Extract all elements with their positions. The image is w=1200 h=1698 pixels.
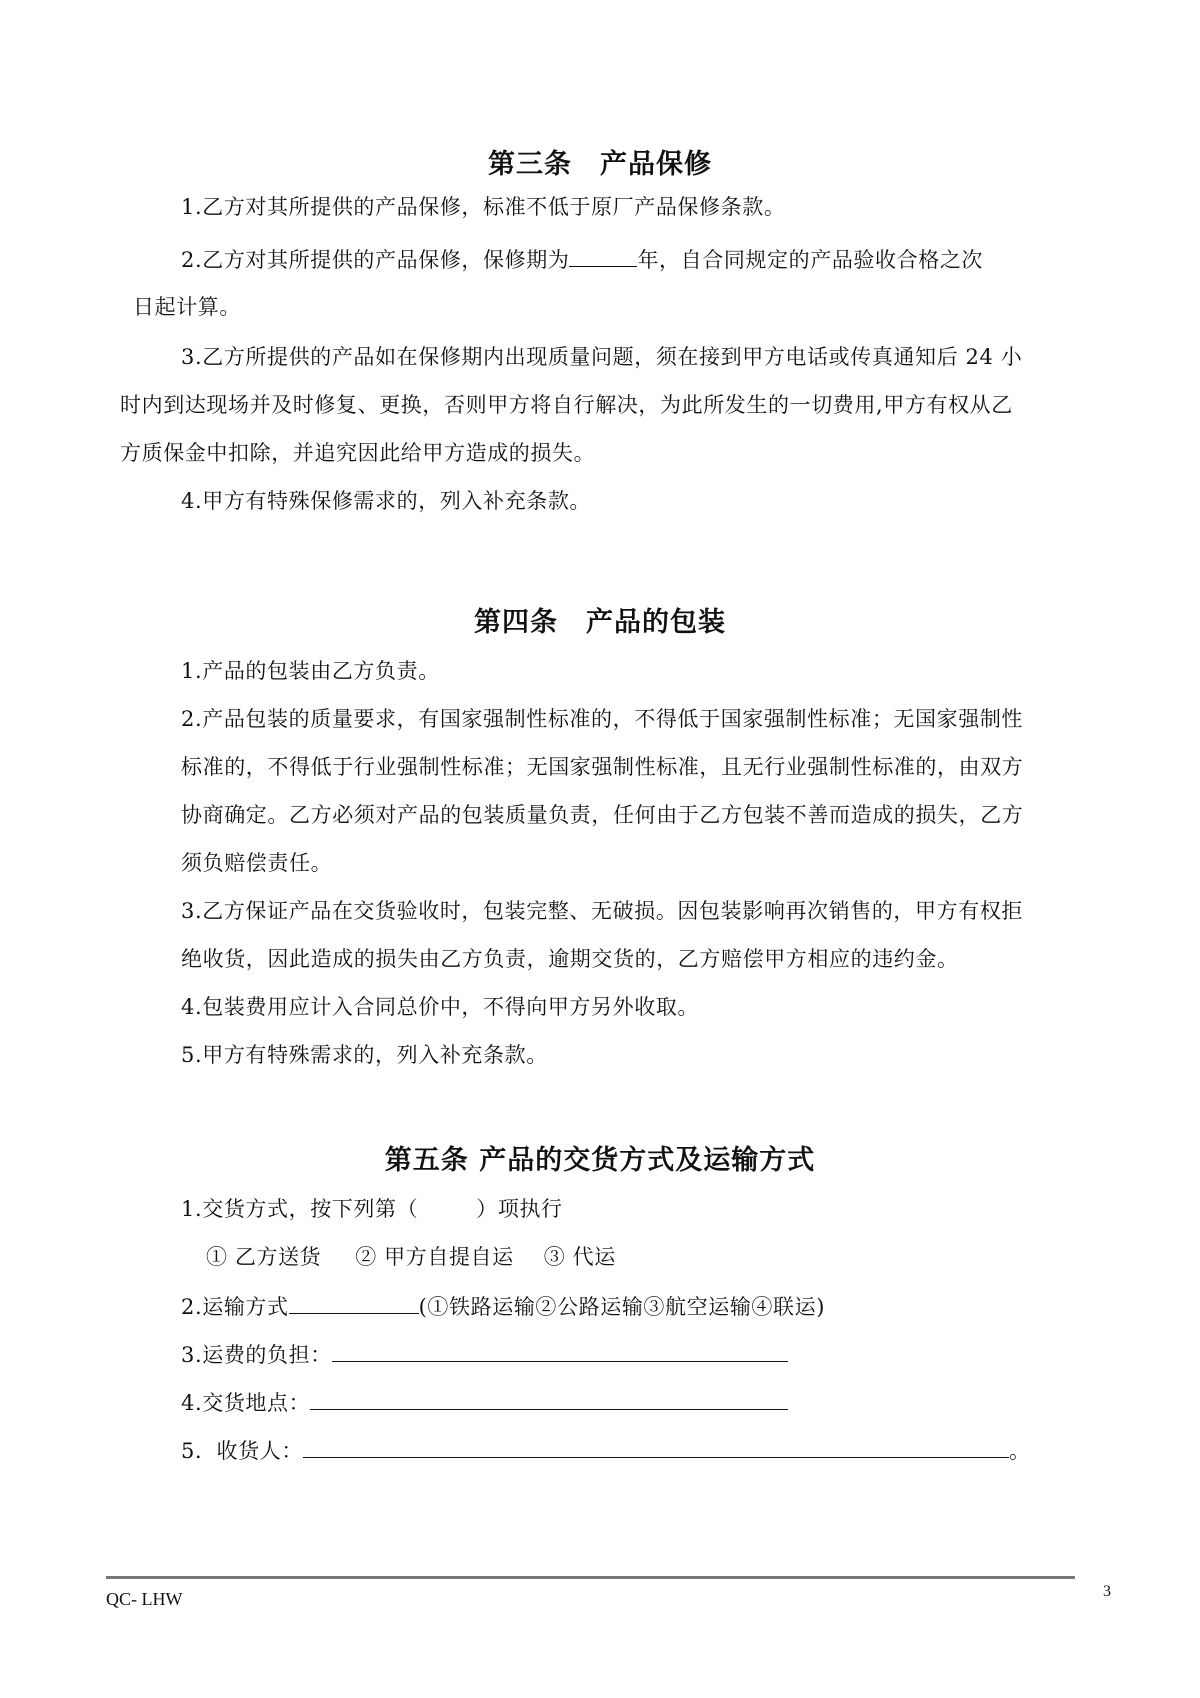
transport-method-label: 2.运输方式 xyxy=(181,1295,289,1319)
footer-document-code: QC- LHW xyxy=(106,1589,183,1609)
article-3-title: 第三条 产品保修 xyxy=(488,149,712,180)
article-4-item-1: 1.产品的包装由乙方负责。 xyxy=(181,659,440,683)
freight-burden-label: 3.运费的负担： xyxy=(181,1343,332,1367)
article-5-item-4 xyxy=(181,1391,788,1414)
article-3-item-2-cont: 日起计算。 xyxy=(133,295,241,319)
article-4-item-4: 4.包装费用应计入合同总价中，不得向甲方另外收取。 xyxy=(181,995,700,1019)
article-5-item-3 xyxy=(181,1343,788,1366)
transport-method-options: (①铁路运输②公路运输③航空运输④联运) xyxy=(418,1295,826,1319)
option-supplier-delivery: ① 乙方送货 xyxy=(206,1245,322,1269)
footer-rule xyxy=(106,1576,1075,1579)
article-4-item-2-cont-2: 协商确定。乙方必须对产品的包装质量负责，任何由于乙方包装不善而造成的损失，乙方 xyxy=(181,803,1024,827)
consignee-blank xyxy=(303,1439,1009,1458)
consignee-end-mark: 。 xyxy=(1008,1439,1031,1463)
article-5-item-2 xyxy=(181,1295,825,1318)
article-3-item-2 xyxy=(181,248,983,271)
article-3-item-3-cont-1: 时内到达现场并及时修复、更换，否则甲方将自行解决，为此所发生的一切费用,甲方有权从乙 xyxy=(120,393,1013,417)
delivery-place-blank xyxy=(310,1391,788,1410)
delivery-method-text-a: 1.交货方式，按下列第（ xyxy=(181,1197,419,1221)
article-3-item-2-text-b: 年，自合同规定的产品验收合格之次 xyxy=(637,248,984,272)
article-4-title: 第四条 产品的包装 xyxy=(474,607,726,638)
article-4-item-2: 2.产品包装的质量要求，有国家强制性标准的，不得低于国家强制性标准；无国家强制性 xyxy=(181,707,1024,731)
transport-method-blank xyxy=(289,1295,419,1314)
delivery-options xyxy=(206,1247,616,1268)
page-number: 3 xyxy=(1103,1583,1111,1600)
freight-burden-blank xyxy=(332,1343,788,1362)
article-4-item-2-cont-3: 须负赔偿责任。 xyxy=(181,851,333,875)
article-3-item-3: 3.乙方所提供的产品如在保修期内出现质量问题，须在接到甲方电话或传真通知后 24 小 xyxy=(181,345,1023,369)
option-buyer-pickup: ② 甲方自提自运 xyxy=(355,1245,514,1269)
warranty-period-blank xyxy=(569,248,637,267)
consignee-label: 5．收货人： xyxy=(181,1439,303,1463)
article-4-item-3: 3.乙方保证产品在交货验收时，包装完整、无破损。因包装影响再次销售的，甲方有权拒 xyxy=(181,899,1024,923)
article-5-title: 第五条 产品的交货方式及运输方式 xyxy=(384,1145,816,1176)
article-4-item-3-cont: 绝收货，因此造成的损失由乙方负责，逾期交货的，乙方赔偿甲方相应的违约金。 xyxy=(181,947,959,971)
article-3-item-4: 4.甲方有特殊保修需求的，列入补充条款。 xyxy=(181,489,592,513)
delivery-place-label: 4.交货地点： xyxy=(181,1391,311,1415)
article-3-item-1: 1.乙方对其所提供的产品保修，标准不低于原厂产品保修条款。 xyxy=(181,195,786,219)
option-consigned-shipping: ③ 代运 xyxy=(543,1245,616,1269)
article-4-item-2-cont-1: 标准的，不得低于行业强制性标准；无国家强制性标准，且无行业强制性标准的，由双方 xyxy=(181,755,1024,779)
article-3-item-2-text-a: 2.乙方对其所提供的产品保修，保修期为 xyxy=(181,248,570,272)
article-5-item-5 xyxy=(181,1439,1031,1462)
delivery-method-text-b: ）项执行 xyxy=(476,1197,563,1221)
article-3-item-3-cont-2: 方质保金中扣除，并追究因此给甲方造成的损失。 xyxy=(120,441,596,465)
article-5-item-1 xyxy=(181,1199,563,1220)
article-4-item-5: 5.甲方有特殊需求的，列入补充条款。 xyxy=(181,1043,548,1067)
